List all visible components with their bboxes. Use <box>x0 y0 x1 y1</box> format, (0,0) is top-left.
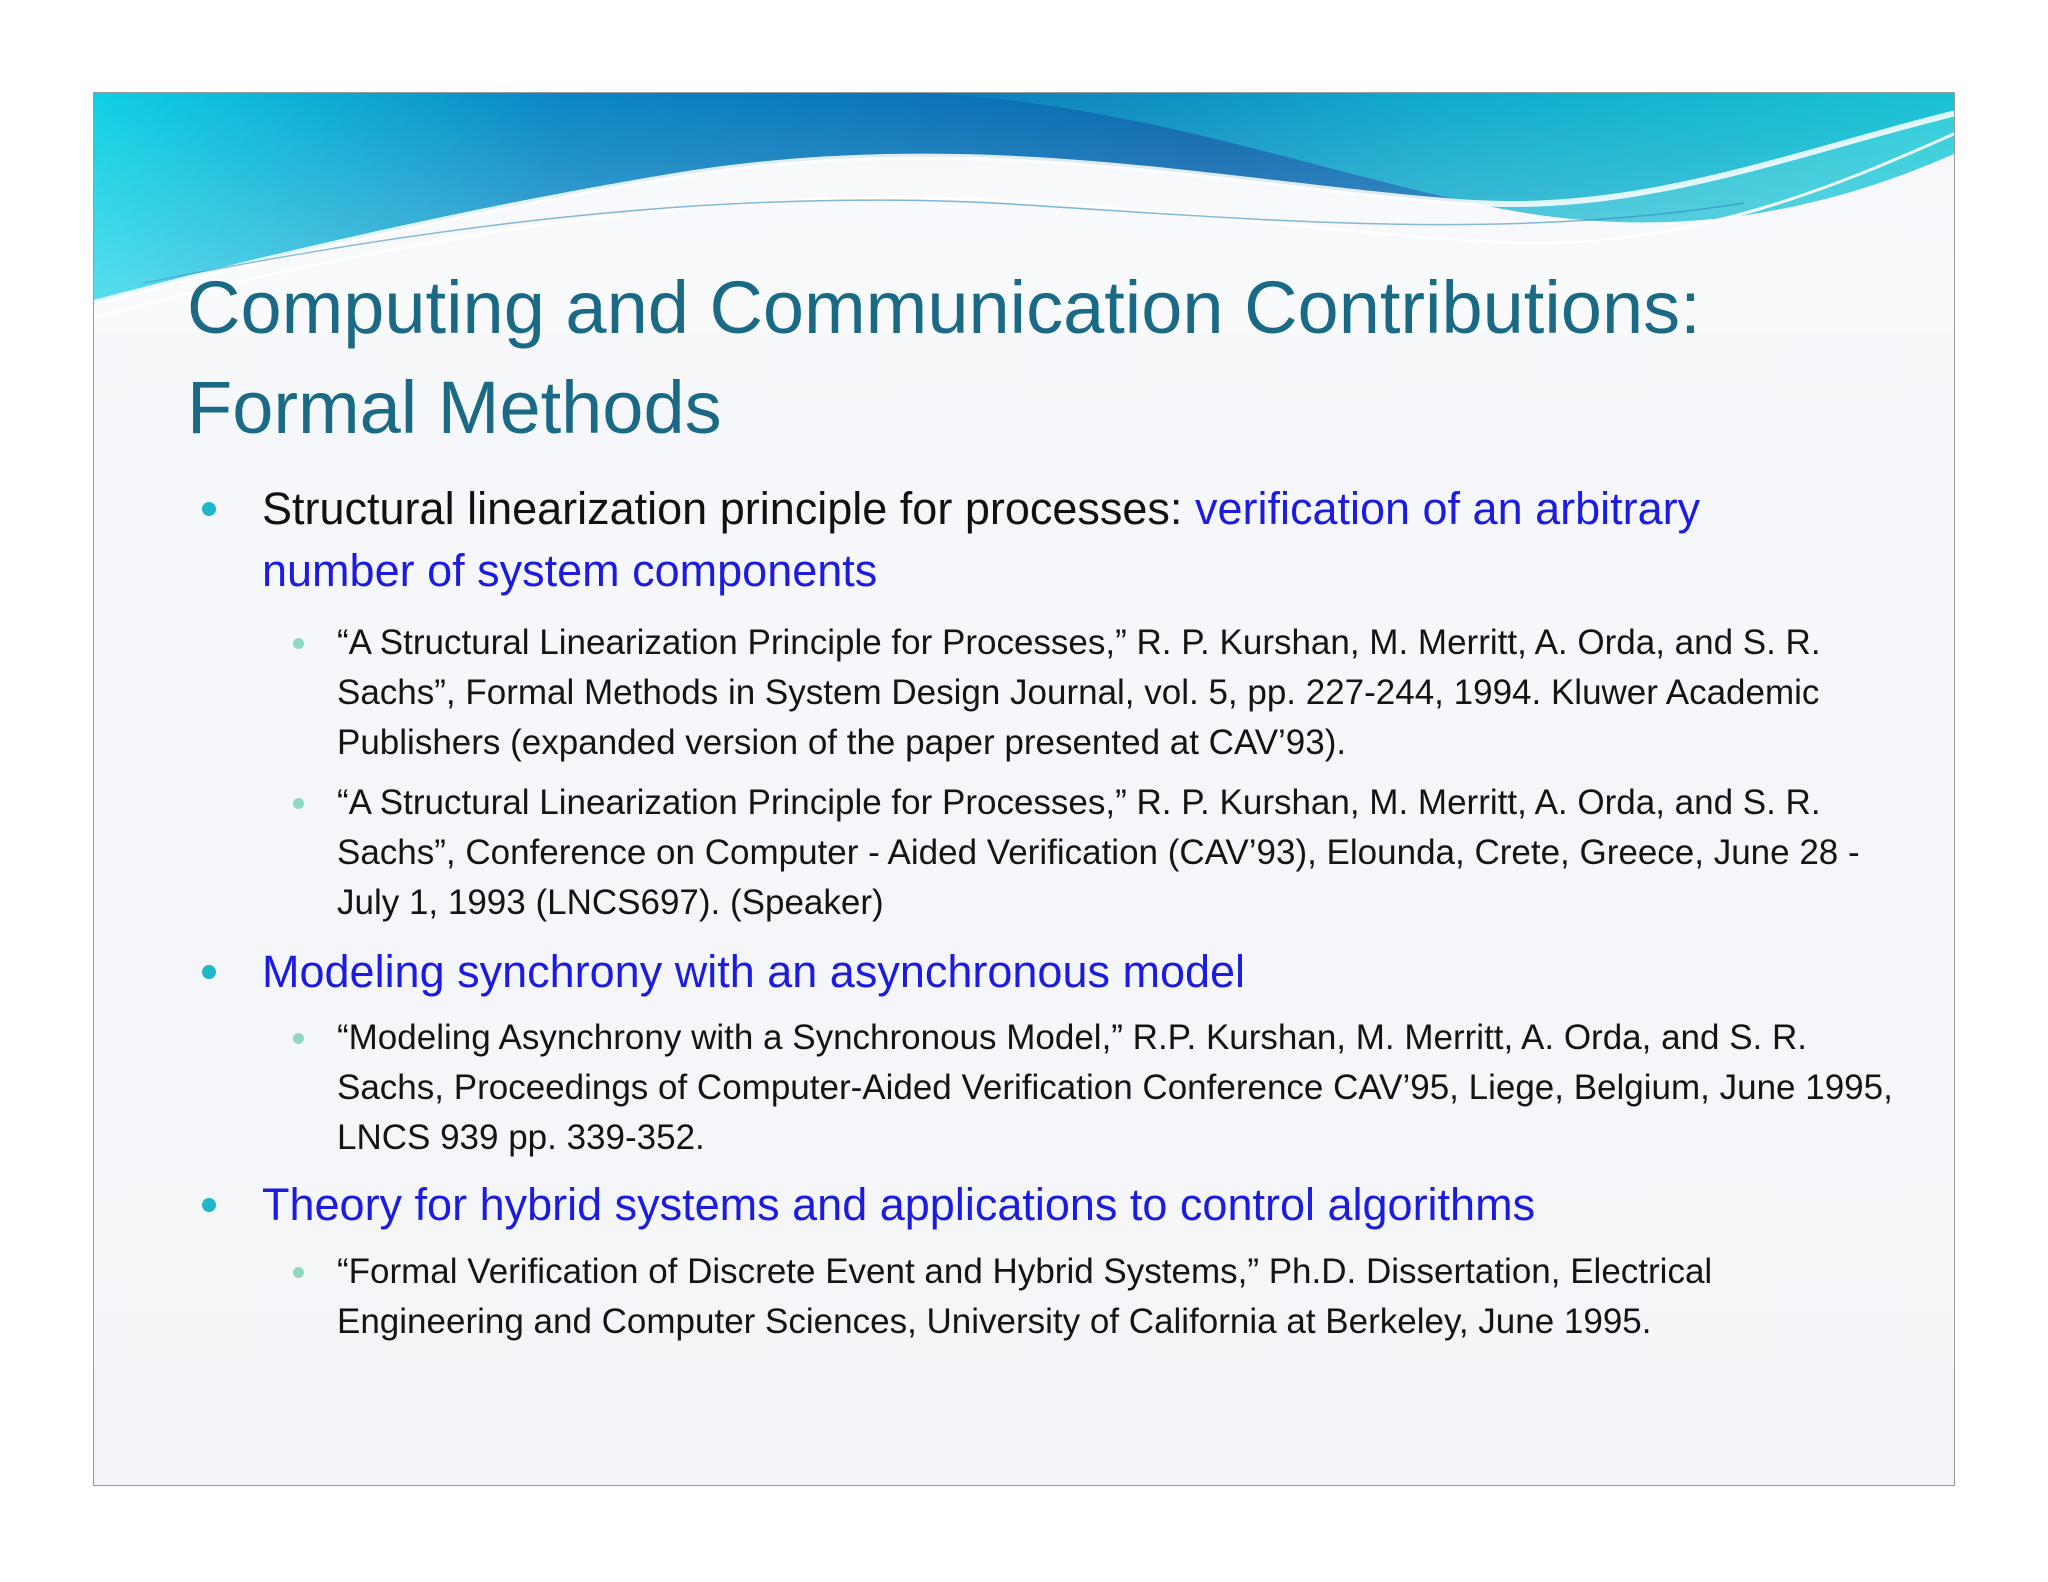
reference-item <box>337 1013 1897 1163</box>
slide-body <box>94 93 1955 1486</box>
reference-text: “A Structural Linearization Principle for Processes,” R. P. Kurshan, M. Merritt, A. Orda, and S. R. Sachs”, Conference on Computer - Aided Verification (CAV’93), Elounda, Crete, Greece, June 28 - July 1, 1993 (LNCS697). (Speaker) <box>337 783 1860 922</box>
reference-item <box>337 778 1897 928</box>
sub-bullet-dot <box>293 1267 304 1278</box>
sub-bullet-dot <box>293 638 304 649</box>
bullet-highlight-text: Modeling synchrony with an asynchronous model <box>262 946 1246 997</box>
bullet-dot <box>202 965 216 979</box>
reference-text: “A Structural Linearization Principle for Processes,” R. P. Kurshan, M. Merritt, A. Orda, and S. R. Sachs”, Formal Methods in System Design Journal, vol. 5, pp. 227-244, 1994. Kluwer Academic Publishers (expanded version of the paper presented at CAV’93). <box>337 623 1821 762</box>
bullet-lead-text: Structural linearization principle for processes: <box>262 483 1183 534</box>
bullet-modeling-synchrony <box>262 941 1782 1003</box>
sub-bullet-dot <box>293 798 304 809</box>
bullet-highlight-text: verification of an arbitrary number of system components <box>262 483 1701 596</box>
title-line-1: Computing and Communication Contributions: <box>187 266 1701 349</box>
bullet-highlight-text: Theory for hybrid systems and applications to control algorithms <box>262 1179 1536 1230</box>
reference-item <box>337 1247 1897 1347</box>
slide <box>93 92 1955 1486</box>
bullet-hybrid-systems <box>262 1174 1782 1236</box>
reference-text: “Modeling Asynchrony with a Synchronous Model,” R.P. Kurshan, M. Merritt, A. Orda, and S. R. Sachs, Proceedings of Computer-Aided Verification Conference CAV’95, Liege, Belgium, June 1995, LNCS 939 pp. 339-352. <box>337 1018 1893 1157</box>
title-line-2: Formal Methods <box>187 366 722 449</box>
bullet-structural-linearization <box>262 478 1782 602</box>
reference-text: “Formal Verification of Discrete Event and Hybrid Systems,” Ph.D. Dissertation, Electrical Engineering and Computer Sciences, University of California at Berkeley, June 1995. <box>337 1252 1713 1341</box>
reference-item <box>337 618 1897 768</box>
bullet-dot <box>202 502 216 516</box>
bullet-dot <box>202 1198 216 1212</box>
sub-bullet-dot <box>293 1033 304 1044</box>
